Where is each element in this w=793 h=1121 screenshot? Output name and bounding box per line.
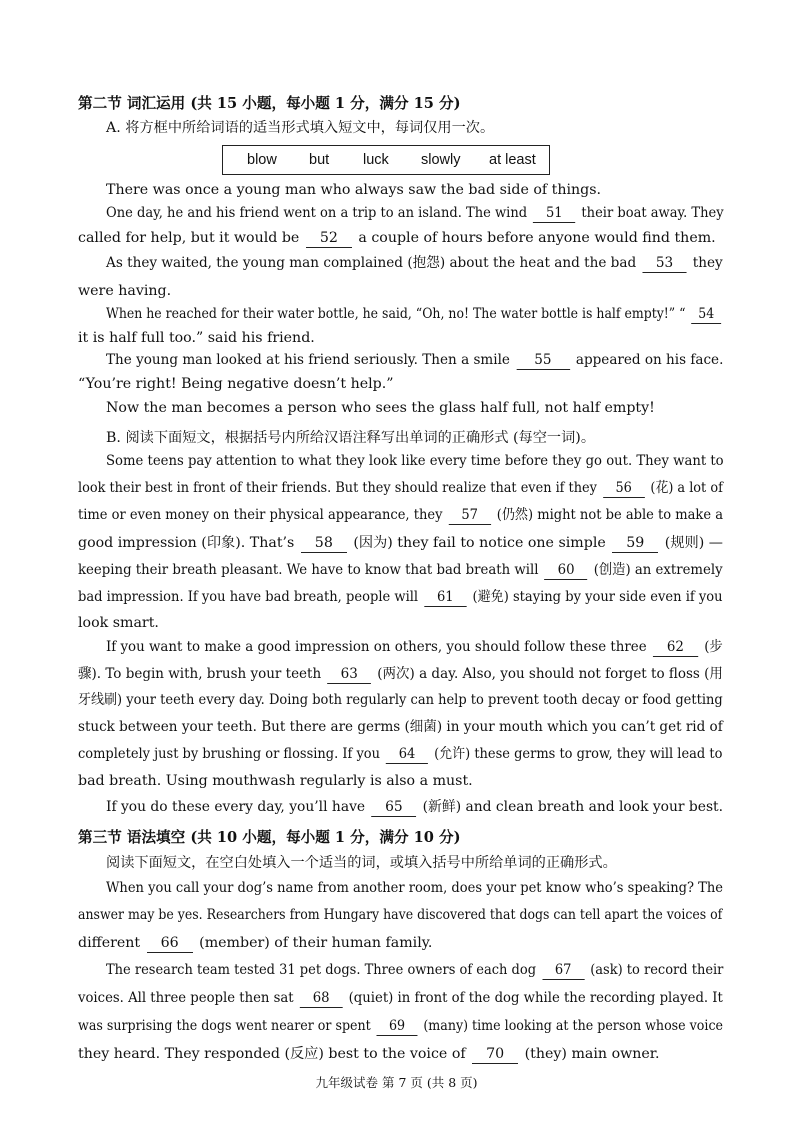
section2-title: 第二节 词汇运用 (共 15 小题，每小题 1 分，满分 15 分) xyxy=(78,95,461,112)
paragraph-line: There was once a young man who always saw the bad side of things. xyxy=(106,182,602,198)
paragraph-line: it is half full too.” said his friend. xyxy=(78,330,315,346)
blank-56[interactable]: 56 xyxy=(603,480,645,498)
paragraph-line: “You’re right! Being negative doesn’t help.” xyxy=(78,376,394,392)
paragraph-line: Now the man becomes a person who sees the glass half full, not half empty! xyxy=(106,400,655,416)
text-run: (ask) to record their xyxy=(590,962,724,978)
blank-52[interactable]: 52 xyxy=(306,230,352,248)
blank-58[interactable]: 58 xyxy=(301,535,347,553)
blank-64[interactable]: 64 xyxy=(386,746,428,764)
paragraph-line xyxy=(106,304,723,324)
blank-57[interactable]: 57 xyxy=(448,507,490,525)
text-run: time or even money on their physical appearance, they xyxy=(78,507,443,523)
paragraph-line xyxy=(78,933,432,953)
word-box-item: luck xyxy=(363,152,389,168)
blank-70[interactable]: 70 xyxy=(472,1046,518,1064)
text-run: different xyxy=(78,935,141,951)
text-run: was surprising the dogs went nearer or spent xyxy=(78,1018,371,1034)
page-footer: 九年级试卷 第 7 页 (共 8 页) xyxy=(315,1075,478,1090)
paragraph-line xyxy=(78,505,723,525)
paragraph-line xyxy=(78,587,723,607)
paragraph-line: 牙线刷) your teeth every day. Doing both regularly can help to prevent tooth decay or food getting xyxy=(78,692,723,708)
paragraph-line xyxy=(78,1016,723,1036)
paragraph-line xyxy=(78,664,723,684)
paragraph-line xyxy=(106,203,724,223)
paragraph-line: Some teens pay attention to what they look like every time before they go out. They want to xyxy=(106,453,724,469)
paragraph-line: When you call your dog’s name from another room, does your pet know who’s speaking? The xyxy=(106,880,724,896)
paragraph-line xyxy=(106,637,723,657)
text-run: bad impression. If you have bad breath, people will xyxy=(78,589,419,605)
text-run: The research team tested 31 pet dogs. Three owners of each dog xyxy=(106,962,537,978)
blank-69[interactable]: 69 xyxy=(377,1018,418,1036)
blank-51[interactable]: 51 xyxy=(533,205,575,223)
text-run: If you want to make a good impression on others, you should follow these three xyxy=(106,639,647,655)
paragraph-line xyxy=(78,744,722,764)
text-run: (两次) a day. Also, you should not forget to floss (用 xyxy=(377,666,723,682)
text-run: If you do these every day, you’ll have xyxy=(106,799,366,815)
text-run: As they waited, the young man complained (抱怨) about the heat and the bad xyxy=(106,255,637,271)
paragraph-line: bad breath. Using mouthwash regularly is also a must. xyxy=(78,773,473,789)
paragraph-line xyxy=(78,533,723,553)
blank-66[interactable]: 66 xyxy=(147,935,193,953)
text-run: (quiet) in front of the dog while the recording played. It xyxy=(348,990,723,1006)
word-box xyxy=(222,145,550,175)
paragraph-line: look smart. xyxy=(78,615,159,631)
partB-instruction: B. 阅读下面短文，根据括号内所给汉语注释写出单词的正确形式 (每空一词)。 xyxy=(106,430,596,446)
text-run: (允许) these germs to grow, they will lead to xyxy=(434,746,723,762)
paragraph-line: stuck between your teeth. But there are germs (细菌) in your mouth which you can’t get rid of xyxy=(78,719,723,735)
paragraph-line: answer may be yes. Researchers from Hungary have discovered that dogs can tell apart the voices of xyxy=(78,907,723,923)
text-run: keeping their breath pleasant. We have to know that bad breath will xyxy=(78,562,539,578)
text-run: (花) a lot of xyxy=(650,480,723,496)
blank-63[interactable]: 63 xyxy=(327,666,371,684)
paragraph-line xyxy=(78,478,723,498)
word-box-item: slowly xyxy=(421,152,461,168)
paragraph-line xyxy=(78,988,723,1008)
text-run: (避免) staying by your side even if you xyxy=(472,589,723,605)
text-run: 骤). To begin with, brush your teeth xyxy=(78,666,322,682)
word-box-item: blow xyxy=(247,152,277,168)
text-run: (新鲜) and clean breath and look your best. xyxy=(422,799,724,815)
word-box-item: at least xyxy=(489,152,536,168)
paragraph-line: were having. xyxy=(78,283,172,299)
paragraph-line xyxy=(106,797,723,817)
text-run: (many) time looking at the person whose voice xyxy=(423,1018,724,1034)
text-run: (member) of their human family. xyxy=(199,935,433,951)
paragraph-line xyxy=(106,350,723,370)
paragraph-line xyxy=(78,560,723,580)
blank-61[interactable]: 61 xyxy=(424,589,466,607)
blank-62[interactable]: 62 xyxy=(653,639,698,657)
paragraph-line xyxy=(106,253,723,273)
blank-53[interactable]: 53 xyxy=(642,255,686,273)
blank-59[interactable]: 59 xyxy=(612,535,658,553)
text-run: a couple of hours before anyone would find them. xyxy=(358,230,716,246)
section3-title: 第三节 语法填空 (共 10 小题，每小题 1 分，满分 10 分) xyxy=(78,829,461,846)
paragraph-line xyxy=(78,1044,660,1064)
blank-54[interactable]: 54 xyxy=(691,306,721,324)
text-run: called for help, but it would be xyxy=(78,230,300,246)
blank-60[interactable]: 60 xyxy=(545,562,588,580)
blank-65[interactable]: 65 xyxy=(371,799,416,817)
text-run: appeared on his face. xyxy=(575,352,724,368)
blank-55[interactable]: 55 xyxy=(516,352,569,370)
blank-68[interactable]: 68 xyxy=(300,990,343,1008)
text-run: they heard. They responded (反应) best to the voice of xyxy=(78,1046,466,1062)
paragraph-line xyxy=(106,960,723,980)
text-run: (创造) an extremely xyxy=(593,562,723,578)
text-run: good impression (印象). That’s xyxy=(78,535,295,551)
text-run: completely just by brushing or flossing. If you xyxy=(78,746,380,762)
text-run: (规则) — xyxy=(664,535,723,551)
partA-instruction: A. 将方框中所给词语的适当形式填入短文中，每词仅用一次。 xyxy=(106,120,495,136)
word-box-item: but xyxy=(309,152,330,168)
text-run: their boat away. They xyxy=(581,205,724,221)
text-run: (仍然) might not be able to make a xyxy=(496,507,723,523)
text-run: (步 xyxy=(704,639,723,655)
text-run: voices. All three people then sat xyxy=(78,990,294,1006)
text-run: One day, he and his friend went on a trip to an island. The wind xyxy=(106,205,528,221)
text-run: look their best in front of their friends. But they should realize that even if they xyxy=(78,480,597,496)
text-run: (they) main owner. xyxy=(524,1046,660,1062)
paragraph-line xyxy=(78,228,716,248)
text-run: When he reached for their water bottle, he said, “Oh, no! The water bottle is half empty!” “ xyxy=(106,306,686,322)
text-run: they xyxy=(692,255,723,271)
text-run: The young man looked at his friend seriously. Then a smile xyxy=(106,352,510,368)
blank-67[interactable]: 67 xyxy=(542,962,584,980)
section3-instruction: 阅读下面短文，在空白处填入一个适当的词，或填入括号中所给单词的正确形式。 xyxy=(106,855,617,871)
text-run: (因为) they fail to notice one simple xyxy=(353,535,606,551)
